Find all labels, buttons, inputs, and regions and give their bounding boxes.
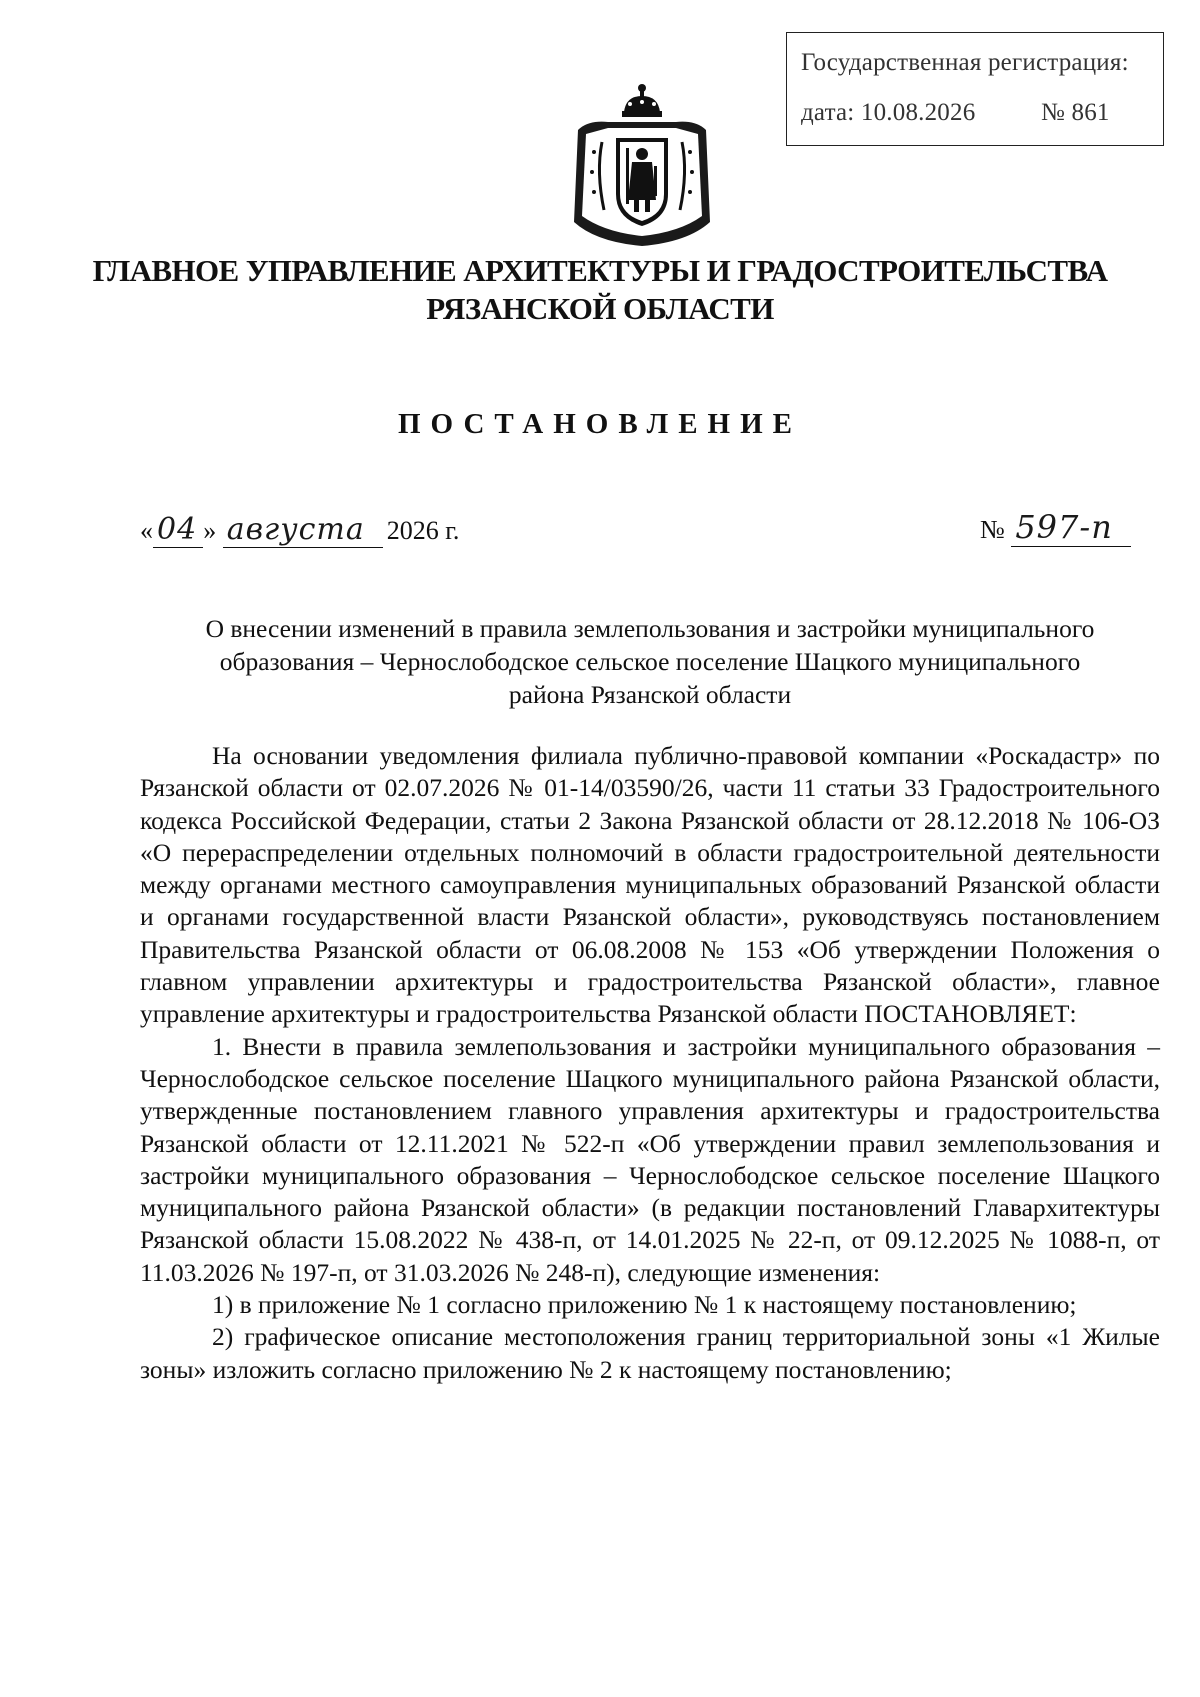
document-number [980,508,1131,547]
subject-line2: образования – Чернослободское сельское поселение Шацкого муниципального [219,647,1081,676]
date-month-handwritten: августа [223,512,383,548]
document-date [140,512,459,548]
ryazan-coat-of-arms-icon [568,82,716,250]
item-1-2-paragraph: 2) графическое описание местоположения границ территориальной зоны «1 Жилые зоны» изложить согласно приложению № 2 к настоящему постановлению; [140,1322,1160,1384]
registration-date: дата: 10.08.2026 [801,99,976,126]
registration-stamp [786,32,1164,146]
date-open-quote: « [140,516,153,545]
date-year: 2026 г. [386,516,460,545]
date-day-handwritten: 04 [153,512,203,548]
document-body [140,740,1160,1386]
item-1-1-paragraph: 1) в приложение № 1 согласно приложению № 1 к настоящему постановлению; [212,1290,1077,1320]
date-close-quote: » [203,516,217,545]
agency-name-line2: РЯЗАНСКОЙ ОБЛАСТИ [426,291,774,326]
agency-name-line1: ГЛАВНОЕ УПРАВЛЕНИЕ АРХИТЕКТУРЫ И ГРАДОСТРОИТЕЛЬСТВА [92,253,1108,288]
number-handwritten: 597-п [1011,508,1131,547]
agency-name [0,252,1200,328]
item-1-paragraph: 1. Внести в правила землепользования и застройки муниципального образования – Чернослободское сельское поселение Шацкого муниципального района Рязанской области, утвержденные постановлением главного управления архитектуры и градостроительства Рязанской области от 12.11.2021 № 522-п «Об утверждении правил землепользования и застройки муниципального образования – Чернослободское сельское поселение Шацкого муниципального района Рязанской области» (в редакции постановлений Главархитектуры Рязанской области 15.08.2022 № 438-п, от 14.01.2025 № 22-п, от 09.12.2025 № 1088-п, от 11.03.2026 № 197-п, от 31.03.2026 № 248-п), следующие изменения: [140,1031,1160,1287]
document-type-title: ПОСТАНОВЛЕНИЕ [397,408,802,440]
registration-title: Государственная регистрация: [801,49,1129,76]
subject-line3: района Рязанской области [508,680,792,709]
registration-number: № 861 [1041,99,1110,126]
document-subject [140,612,1160,711]
subject-line1: О внесении изменений в правила землепользования и застройки муниципального [205,614,1095,643]
number-prefix: № [980,515,1005,544]
preamble-paragraph: На основании уведомления филиала публично-правовой компании «Роскадастр» по Рязанской области от 02.07.2026 № 01-14/03590/26, части 11 статьи 33 Градостроительного кодекса Российской Федерации, статьи 2 Закона Рязанской области от 28.12.2018 № 106-ОЗ «О перераспределении отдельных полномочий в области градостроительной деятельности между органами местного самоуправления муниципальных образований Рязанской области и органами государственной власти Рязанской области», руководствуясь постановлением Правительства Рязанской области от 06.08.2008 № 153 «Об утверждении Положения о главном управлении архитектуры и градостроительства Рязанской области», главное управление архитектуры и градостроительства Рязанской области ПОСТАНОВЛЯЕТ: [140,741,1160,1029]
